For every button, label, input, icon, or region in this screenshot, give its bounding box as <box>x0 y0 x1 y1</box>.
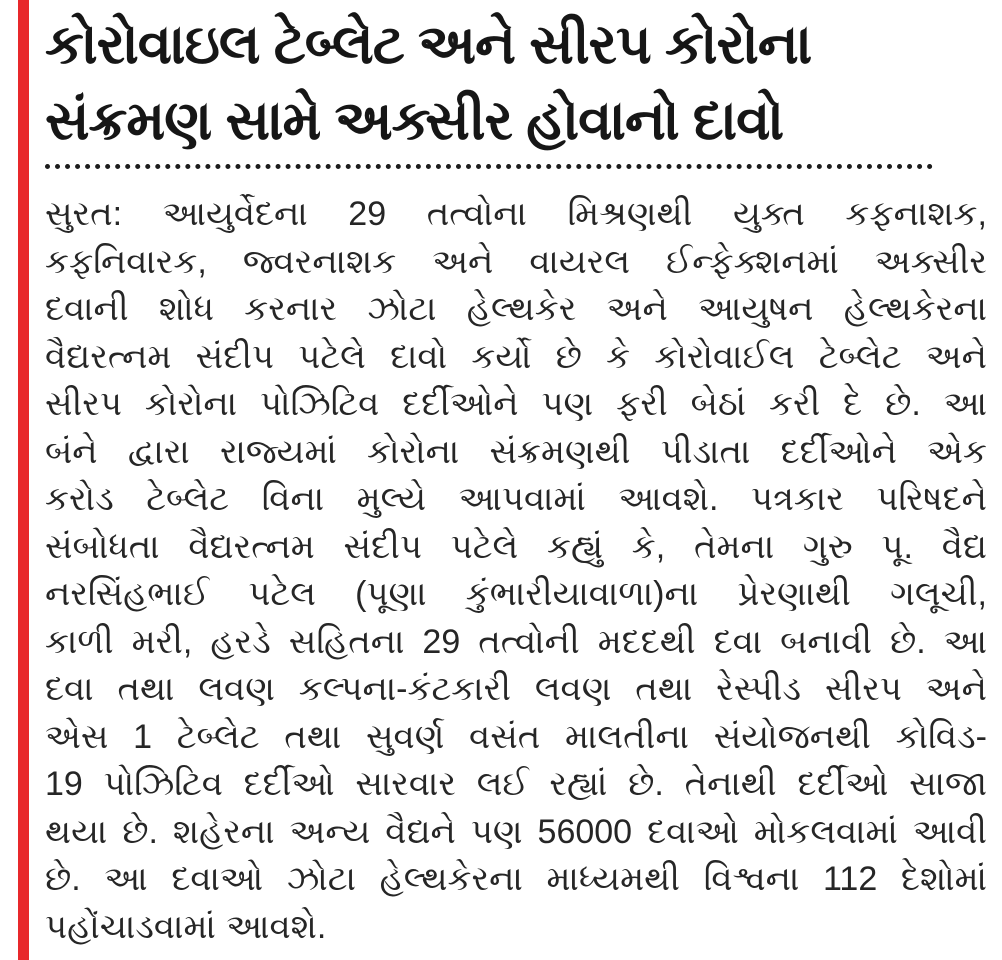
headline <box>45 0 987 158</box>
body-line: બંને દ્વારા રાજ્યમાં કોરોના સંક્રમણથી પીડાતા દર્દીઓને એક <box>45 432 987 471</box>
body-line: છે. આ દવાઓ ઝોટા હેલ્થકેરના માધ્યમથી વિશ્વના 112 દેશોમાં <box>45 860 987 898</box>
body-line: કફનિવારક, જ્વરનાશક અને વાયરલ ઈન્ફેક્શનમાં અક્સીર <box>45 242 987 281</box>
headline-line: કોરોવાઇલ ટેબ્લેટ અને સીરપ કોરોના <box>45 13 812 75</box>
article-body <box>45 191 987 951</box>
dotted-separator <box>45 164 933 169</box>
body-line: નરસિંહભાઈ પટેલ (પૂણા કુંભારીયાવાળા)ના પ્રેરણાથી ગલૂચી, <box>45 575 987 613</box>
article-content <box>45 0 987 951</box>
body-line: પહોંચાડવામાં આવશે. <box>45 907 327 946</box>
body-line: 19 પોઝિટિવ દર્દીઓ સારવાર લઈ રહ્યાં છે. તેનાથી દર્દીઓ સાજા <box>45 765 987 803</box>
body-line: સુરત: આયુર્વેદના 29 તત્વોના મિશ્રણથી યુક્ત કફનાશક, <box>45 195 987 233</box>
red-accent-bar <box>18 0 29 960</box>
body-line: દવાની શોધ કરનાર ઝોટા હેલ્થકેર અને આયુષન હેલ્થકેરના <box>45 290 987 328</box>
body-line: સીરપ કોરોના પોઝિટિવ દર્દીઓને પણ ફરી બેઠાં કરી દે છે. આ <box>45 385 987 423</box>
headline-line: સંક્રમણ સામે અક્સીર હોવાનો દાવો <box>45 89 784 151</box>
body-line: દવા તથા લવણ કલ્પના-કંટકારી લવણ તથા રેસ્પીડ સીરપ અને <box>45 670 987 708</box>
body-line: સંબોધતા વૈદ્યરત્નમ સંદીપ પટેલે કહ્યું કે, તેમના ગુરુ પૂ. વૈદ્ય <box>45 527 987 566</box>
body-line: થયા છે. શહેરના અન્ય વૈદ્યને પણ 56000 દવાઓ મોકલવામાં આવી <box>45 812 987 851</box>
body-line: કરોડ ટેબ્લેટ વિના મુલ્યે આપવામાં આવશે. પત્રકાર પરિષદને <box>45 480 987 518</box>
body-line: વૈદ્યરત્નમ સંદીપ પટેલે દાવો કર્યો છે કે કોરોવાઈલ ટેબ્લેટ અને <box>45 337 987 376</box>
body-line: એસ 1 ટેબ્લેટ તથા સુવર્ણ વસંત માલતીના સંયોજનથી કોવિડ- <box>45 717 987 756</box>
body-line: કાળી મરી, હરડે સહિતના 29 તત્વોની મદદથી દવા બનાવી છે. આ <box>45 622 987 661</box>
